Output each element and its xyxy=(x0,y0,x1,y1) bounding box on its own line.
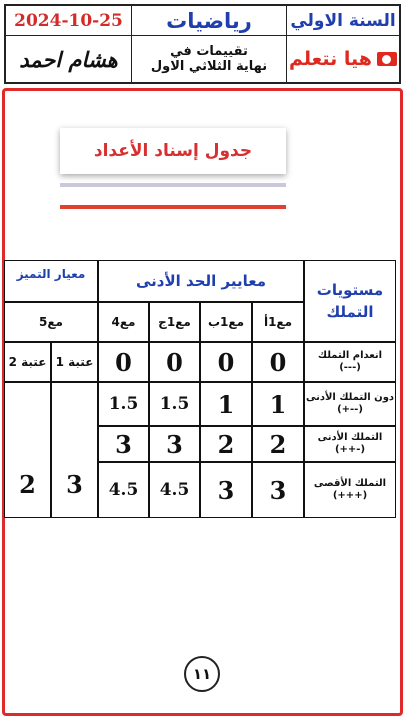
author-name: هشام احمد xyxy=(6,36,132,82)
criterion-1a: مع1أ xyxy=(252,302,304,342)
level-row-4 xyxy=(304,462,396,518)
score-cell: 0 xyxy=(98,342,149,382)
score-cell: 0 xyxy=(149,342,200,382)
levels-header: مستويات التملك xyxy=(304,260,396,342)
excellence-header: معيار التميز xyxy=(4,260,98,302)
subject: رياضيات xyxy=(132,6,287,36)
level-code: (+++) xyxy=(332,490,368,501)
min-criteria-header: معايير الحد الأدنى xyxy=(98,260,304,302)
excellence-threshold-2-value: 2 xyxy=(4,382,51,518)
page-number: ١١ xyxy=(184,656,220,692)
date: 2024-10-25 xyxy=(6,6,132,36)
threshold-2: عتبة 2 xyxy=(4,342,51,382)
criterion-1c: مع1ج xyxy=(149,302,200,342)
score-cell: 3 xyxy=(252,462,304,518)
score-cell: 0 xyxy=(200,342,252,382)
score-cell: 1 xyxy=(252,382,304,426)
criterion-5: مع5 xyxy=(4,302,98,342)
threshold-1: عتبة 1 xyxy=(51,342,98,382)
score-cell: 1.5 xyxy=(149,382,200,426)
divider-grey xyxy=(60,183,286,187)
title-box xyxy=(60,128,286,174)
page-title: جدول إسناد الأعداد xyxy=(93,141,253,161)
level-code: (++-) xyxy=(334,444,366,455)
excellence-threshold-1-value: 3 xyxy=(51,382,98,518)
level-code: (---) xyxy=(339,362,361,373)
level-row-2 xyxy=(304,382,396,426)
criterion-4: مع4 xyxy=(98,302,149,342)
tunisia-flag-icon xyxy=(377,52,397,66)
brand-logo xyxy=(287,36,399,82)
level-code: (+--) xyxy=(337,404,363,415)
score-cell: 0 xyxy=(252,342,304,382)
score-cell: 3 xyxy=(98,426,149,462)
criterion-1b: مع1ب xyxy=(200,302,252,342)
score-cell: 2 xyxy=(252,426,304,462)
level-label: دون التملك الأدنى xyxy=(305,392,395,403)
topic-line-1: تقييمات في xyxy=(170,44,248,59)
level-label: التملك الأدنى xyxy=(317,432,383,443)
score-cell: 4.5 xyxy=(98,462,149,518)
topic-line-2: نهاية الثلاثي الاول xyxy=(150,59,268,74)
level-label: انعدام التملك xyxy=(317,350,383,361)
score-cell: 4.5 xyxy=(149,462,200,518)
score-cell: 3 xyxy=(200,462,252,518)
brand-name: هيا نتعلم xyxy=(289,48,372,70)
score-cell: 1 xyxy=(200,382,252,426)
assessment-topic xyxy=(132,36,287,82)
divider-red xyxy=(60,205,286,209)
level-row-3 xyxy=(304,426,396,462)
level-row-1 xyxy=(304,342,396,382)
school-year: السنة الاولي xyxy=(287,6,399,36)
score-cell: 3 xyxy=(149,426,200,462)
header-table xyxy=(4,4,401,84)
level-label: التملك الأقصى xyxy=(313,478,387,489)
grading-table xyxy=(4,260,396,520)
score-cell: 1.5 xyxy=(98,382,149,426)
score-cell: 2 xyxy=(200,426,252,462)
